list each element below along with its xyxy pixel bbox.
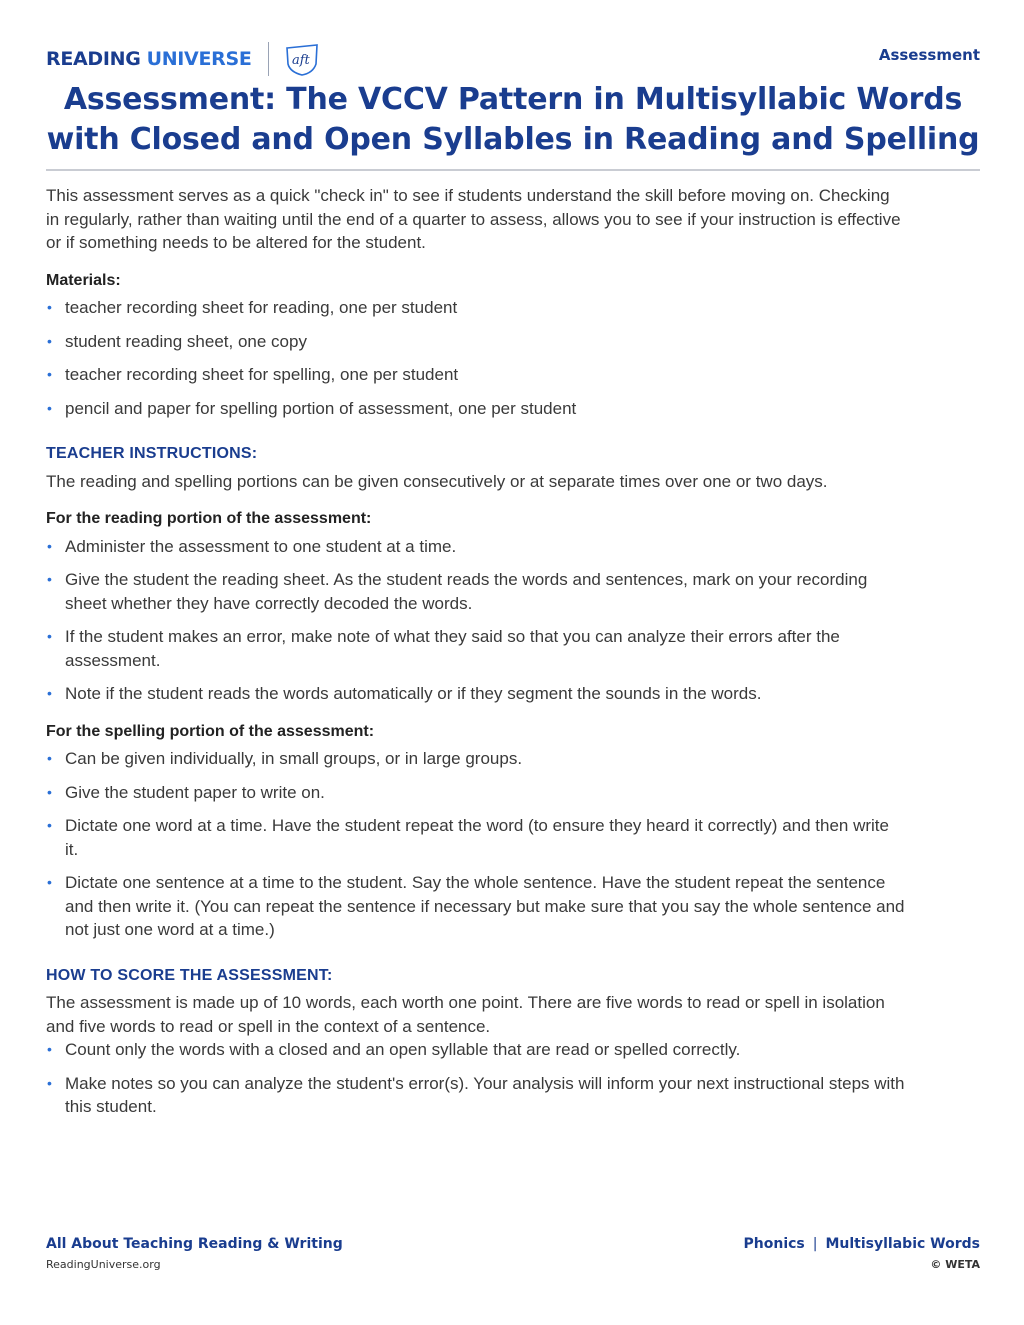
section-label: Assessment	[878, 46, 980, 64]
title-divider	[46, 169, 980, 171]
logo-divider	[268, 42, 269, 76]
footer-copyright: © WETA	[930, 1258, 980, 1271]
list-item: • pencil and paper for spelling portion of assessment, one per student	[46, 397, 906, 421]
logo-reading-text: READING	[46, 48, 141, 70]
spelling-portion-label: For the spelling portion of the assessment:	[46, 722, 375, 740]
footer-separator: |	[812, 1236, 818, 1252]
scoring-list	[46, 1038, 906, 1119]
logo-universe-text: UNIVERSE	[146, 48, 252, 70]
list-item: • Dictate one sentence at a time to the student. Say the whole sentence. Have the student repeat the sentence and then write it. (You can repeat the sentence if necessary but make sure that you say the whole sentence and not just one word at a time.)	[46, 871, 906, 942]
aft-logo-text: aft	[291, 53, 310, 68]
spelling-portion-list	[46, 747, 906, 942]
list-item: • teacher recording sheet for reading, one per student	[46, 296, 906, 320]
list-item: • Count only the words with a closed and an open syllable that are read or spelled correctly.	[46, 1038, 906, 1062]
scoring-heading: HOW TO SCORE THE ASSESSMENT:	[46, 966, 333, 984]
list-item: • Dictate one word at a time. Have the student repeat the word (to ensure they heard it correctly) and then write it.	[46, 814, 906, 861]
footer-topic-breadcrumb	[744, 1236, 980, 1252]
aft-logo-icon	[283, 42, 321, 76]
page-title	[46, 80, 980, 160]
intro-paragraph: This assessment serves as a quick "check in" to see if students understand the skill before moving on. Checking in regularly, rather than waiting until the end of a quarter to assess, allows you to see if your instruction is effective or if something needs to be altered for the student.	[46, 186, 901, 252]
scoring-text: The assessment is made up of 10 words, each worth one point. There are five words to read or spell in isolation and five words to read or spell in the context of a sentence.	[46, 993, 885, 1036]
footer-series-title[interactable]: All About Teaching Reading & Writing	[46, 1236, 343, 1252]
list-item: • teacher recording sheet for spelling, one per student	[46, 363, 906, 387]
title-line-2: with Closed and Open Syllables in Reading and Spelling	[46, 122, 980, 157]
reading-portion-list	[46, 535, 906, 706]
footer-left	[46, 1236, 343, 1271]
list-item: • Can be given individually, in small groups, or in large groups.	[46, 747, 906, 771]
reading-universe-logo[interactable]	[46, 42, 321, 76]
main-content	[46, 184, 906, 1129]
teacher-instructions-heading: TEACHER INSTRUCTIONS:	[46, 445, 258, 462]
list-item: • Make notes so you can analyze the student's error(s). Your analysis will inform your next instructional steps with this student.	[46, 1072, 906, 1119]
footer-right	[744, 1236, 980, 1271]
materials-list	[46, 296, 906, 420]
materials-label: Materials:	[46, 271, 121, 289]
list-item: • Administer the assessment to one student at a time.	[46, 535, 906, 559]
list-item: • student reading sheet, one copy	[46, 330, 906, 354]
footer-site-url[interactable]: ReadingUniverse.org	[46, 1258, 161, 1271]
teacher-instructions-text: The reading and spelling portions can be given consecutively or at separate times over one or two days.	[46, 471, 828, 491]
list-item: • Note if the student reads the words automatically or if they segment the sounds in the words.	[46, 682, 906, 706]
title-line-1: Assessment: The VCCV Pattern in Multisyllabic Words	[63, 82, 963, 117]
list-item: • If the student makes an error, make note of what they said so that you can analyze their errors after the assessment.	[46, 625, 906, 672]
list-item: • Give the student the reading sheet. As the student reads the words and sentences, mark on your recording sheet whether they have correctly decoded the words.	[46, 568, 906, 615]
reading-portion-label: For the reading portion of the assessment:	[46, 510, 372, 527]
footer-subtopic[interactable]: Multisyllabic Words	[825, 1236, 980, 1252]
footer-topic[interactable]: Phonics	[743, 1236, 805, 1252]
list-item: • Give the student paper to write on.	[46, 781, 906, 805]
page-header	[46, 36, 980, 76]
